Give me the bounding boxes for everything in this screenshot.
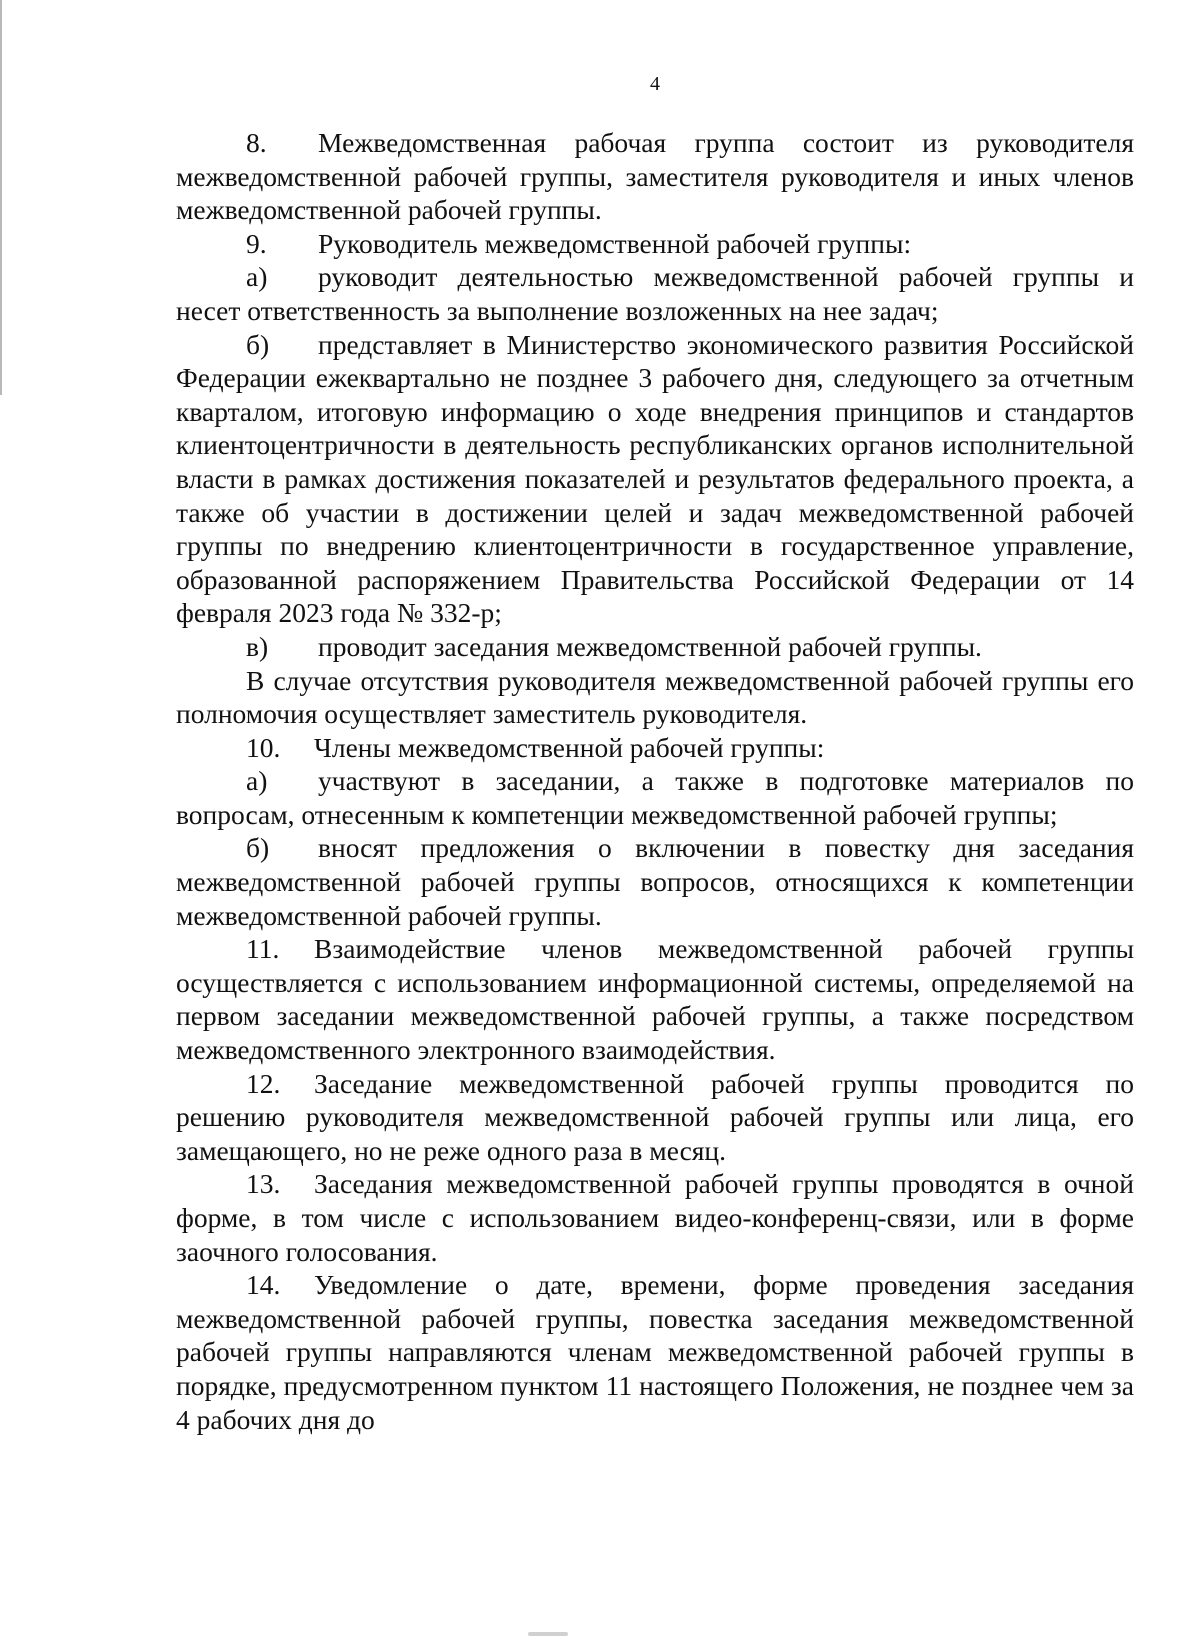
subitem-letter: а) xyxy=(246,261,268,293)
paragraph-10-b xyxy=(176,831,1134,932)
paragraph-13 xyxy=(176,1167,1134,1268)
paragraph-text: участвуют в заседании, а также в подготовке материалов по вопросам, отнесенным к компетенции межведомственной рабочей группы; xyxy=(176,765,1134,830)
paragraph-text: В случае отсутствия руководителя межведомственной рабочей группы его полномочия осуществляет заместитель руководителя. xyxy=(176,664,1134,730)
scan-edge-shadow xyxy=(0,0,2,395)
subitem-letter: б) xyxy=(246,328,270,360)
paragraph-text: руководит деятельностью межведомственной рабочей группы и несет ответственность за выполнение возложенных на нее задач; xyxy=(176,261,1134,326)
paragraph-10-a xyxy=(176,764,1134,831)
paragraph-9-v xyxy=(176,630,1134,664)
paragraph-number: 9. xyxy=(246,227,267,259)
paragraph-deputy xyxy=(176,664,1134,731)
document-body xyxy=(176,126,1134,1436)
paragraph-9-a xyxy=(176,260,1134,327)
paragraph-text: Руководитель межведомственной рабочей группы: xyxy=(318,227,912,259)
paragraph-number: 12. xyxy=(246,1067,281,1099)
paragraph-text: Межведомственная рабочая группа состоит из руководителя межведомственной рабочей группы, заместителя руководителя и иных членов межведомственной рабочей группы. xyxy=(176,127,1134,226)
paragraph-text: проводит заседания межведомственной рабочей группы. xyxy=(318,630,982,662)
paragraph-number: 11. xyxy=(246,933,280,965)
paragraph-14 xyxy=(176,1268,1134,1436)
subitem-letter: в) xyxy=(246,630,269,662)
paragraph-text: представляет в Министерство экономического развития Российской Федерации ежеквартально не позднее 3 рабочего дня, следующего за отчетным кварталом, итоговую информацию о ходе внедрения принципов и стандартов клиентоцентричности в деятельность республиканских органов исполнительной власти в рамках достижения показателей и результатов федерального проекта, а также об участии в достижении целей и задач межведомственной рабочей группы по внедрению клиентоцентричности в государственное управление, образованной распоряжением Правительства Российской Федерации от 14 февраля 2023 года № 332-р; xyxy=(176,328,1134,629)
paragraph-text: Заседания межведомственной рабочей группы проводятся в очной форме, в том числе с использованием видео-конференц-связи, или в форме заочного голосования. xyxy=(176,1168,1134,1267)
paragraph-number: 14. xyxy=(246,1269,281,1301)
paragraph-text: Члены межведомственной рабочей группы: xyxy=(314,731,825,763)
paragraph-12 xyxy=(176,1067,1134,1168)
scan-artifact xyxy=(528,1632,568,1636)
paragraph-text: вносят предложения о включении в повестку дня заседания межведомственной рабочей группы вопросов, относящихся к компетенции межведомственной рабочей группы. xyxy=(176,832,1134,931)
paragraph-number: 10. xyxy=(246,731,281,763)
page-number: 4 xyxy=(650,73,660,95)
subitem-letter: а) xyxy=(246,765,268,797)
paragraph-11 xyxy=(176,932,1134,1066)
paragraph-9-b xyxy=(176,328,1134,630)
paragraph-text: Взаимодействие членов межведомственной рабочей группы осуществляется с использованием информационной системы, определяемой на первом заседании межведомственной рабочей группы, а также посредством межведомственного электронного взаимодействия. xyxy=(176,933,1134,1066)
paragraph-number: 13. xyxy=(246,1168,281,1200)
paragraph-8 xyxy=(176,126,1134,227)
paragraph-text: Уведомление о дате, времени, форме проведения заседания межведомственной рабочей группы, повестка заседания межведомственной рабочей группы направляются членам межведомственной рабочей группы в порядке, предусмотренном пунктом 11 настоящего Положения, не позднее чем за 4 рабочих дня до xyxy=(176,1269,1134,1435)
paragraph-9 xyxy=(176,227,1134,261)
paragraph-text: Заседание межведомственной рабочей группы проводится по решению руководителя межведомственной рабочей группы или лица, его замещающего, но не реже одного раза в месяц. xyxy=(176,1067,1134,1166)
paragraph-number: 8. xyxy=(246,127,267,158)
subitem-letter: б) xyxy=(246,832,270,864)
paragraph-10 xyxy=(176,731,1134,765)
